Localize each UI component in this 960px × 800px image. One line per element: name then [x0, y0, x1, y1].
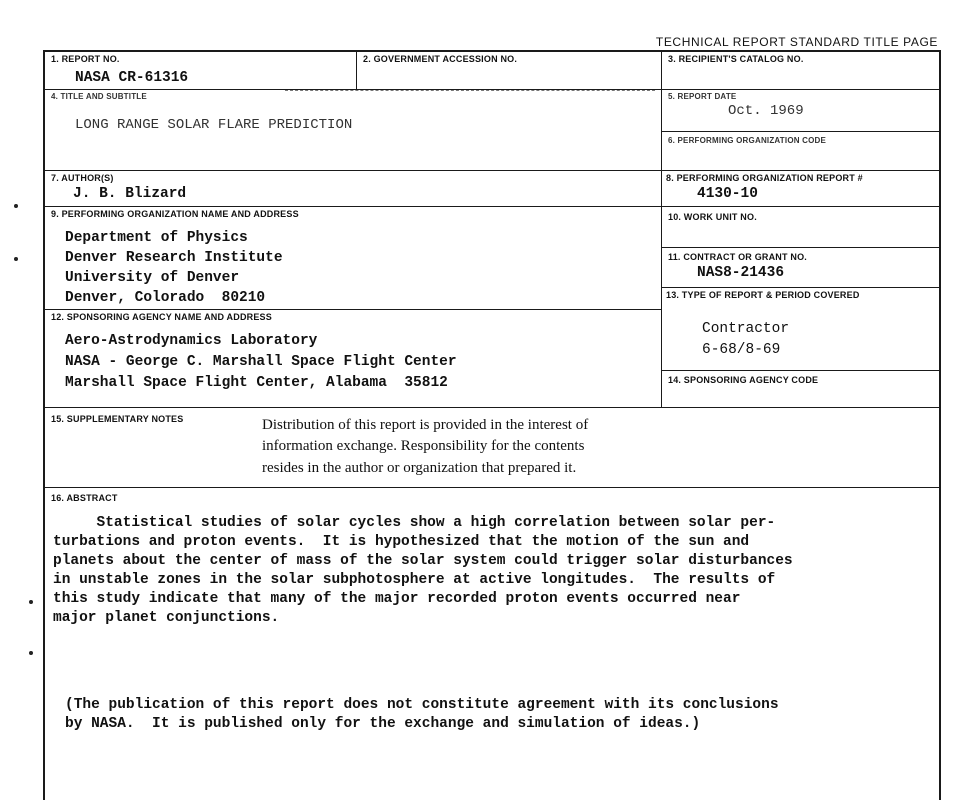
contract-grant-value: NAS8-21436: [697, 265, 785, 281]
field-performing-org-code: [662, 132, 941, 171]
field-authors: [45, 171, 662, 207]
field-report-no: [45, 52, 357, 90]
abstract-line: planets about the center of mass of the solar system could trigger solar disturbances: [53, 553, 793, 569]
sponsoring-agency-line: Aero-Astrodynamics Laboratory: [65, 333, 318, 349]
title-value: LONG RANGE SOLAR FLARE PREDICTION: [75, 117, 353, 133]
government-accession-label: 2. GOVERNMENT ACCESSION NO.: [363, 54, 518, 64]
abstract-label: 16. ABSTRACT: [51, 493, 118, 503]
field-sponsoring-agency-name-address: [45, 310, 662, 408]
type-of-report-line: Contractor: [702, 321, 790, 337]
abstract-line: Statistical studies of solar cycles show a high correlation between solar per-: [53, 515, 776, 531]
disclaimer-line: (The publication of this report does not constitute agreement with its conclusions: [65, 697, 779, 713]
report-date-label: 5. REPORT DATE: [668, 92, 737, 101]
sponsoring-agency-label: 12. SPONSORING AGENCY NAME AND ADDRESS: [51, 312, 272, 322]
sponsoring-agency-code-label: 14. SPONSORING AGENCY CODE: [668, 375, 819, 385]
scan-speck: [29, 651, 33, 655]
field-work-unit-no: [662, 207, 941, 248]
field-report-date: [662, 90, 941, 132]
abstract-line: in unstable zones in the solar subphotosphere at active longitudes. The results of: [53, 572, 776, 588]
supplementary-notes-label: 15. SUPPLEMENTARY NOTES: [51, 414, 184, 424]
sponsoring-agency-line: NASA - George C. Marshall Space Flight Center: [65, 354, 457, 370]
field-sponsoring-agency-code: [662, 371, 941, 408]
performing-org-name-label: 9. PERFORMING ORGANIZATION NAME AND ADDRESS: [51, 209, 299, 219]
type-of-report-line: 6-68/8-69: [702, 342, 781, 358]
field-performing-org-report: [662, 171, 941, 207]
abstract-body: [53, 515, 793, 629]
performing-org-line: Denver Research Institute: [65, 250, 283, 266]
performing-org-line: Department of Physics: [65, 230, 248, 246]
title-page-form: [43, 50, 941, 800]
report-no-label: 1. REPORT NO.: [51, 54, 120, 64]
title-label: 4. TITLE AND SUBTITLE: [51, 92, 147, 101]
dashed-divider: [285, 90, 655, 91]
authors-value: J. B. Blizard: [73, 186, 187, 202]
disclaimer-line: by NASA. It is published only for the exchange and simulation of ideas.): [65, 716, 701, 732]
abstract-line: turbations and proton events. It is hypothesized that the motion of the sun and: [53, 534, 750, 550]
standard-title-page-header: TECHNICAL REPORT STANDARD TITLE PAGE: [655, 35, 938, 49]
recipient-catalog-label: 3. RECIPIENT'S CATALOG NO.: [668, 54, 804, 64]
type-of-report-label: 13. TYPE OF REPORT & PERIOD COVERED: [666, 290, 860, 300]
abstract-line: this study indicate that many of the major recorded proton events occurred near: [53, 591, 741, 607]
field-type-of-report: [662, 288, 941, 371]
performing-org-report-value: 4130-10: [697, 186, 758, 202]
supplementary-note-line: resides in the author or organization that prepared it.: [262, 460, 577, 476]
authors-label: 7. AUTHOR(S): [51, 173, 114, 183]
abstract-line: major planet conjunctions.: [53, 610, 280, 626]
performing-org-code-label: 6. PERFORMING ORGANIZATION CODE: [668, 136, 827, 145]
performing-org-line: Denver, Colorado 80210: [65, 290, 266, 306]
scan-speck: [14, 257, 18, 261]
field-contract-grant-no: [662, 248, 941, 288]
report-no-value: NASA CR-61316: [75, 70, 189, 86]
performing-org-report-label: 8. PERFORMING ORGANIZATION REPORT #: [666, 173, 863, 183]
abstract-disclaimer: [65, 697, 779, 735]
supplementary-note-line: Distribution of this report is provided in the interest of: [262, 417, 589, 433]
sponsoring-agency-line: Marshall Space Flight Center, Alabama 35812: [65, 375, 448, 391]
scan-speck: [29, 600, 33, 604]
report-date-value: Oct. 1969: [728, 103, 804, 119]
performing-org-line: University of Denver: [65, 270, 240, 286]
field-performing-org-name-address: [45, 207, 662, 310]
scan-speck: [14, 204, 18, 208]
supplementary-note-line: information exchange. Responsibility for the contents: [262, 438, 585, 454]
field-abstract: [45, 488, 941, 798]
field-recipient-catalog-no: [662, 52, 941, 90]
field-supplementary-notes: [45, 408, 941, 488]
contract-grant-label: 11. CONTRACT OR GRANT NO.: [668, 252, 808, 262]
work-unit-label: 10. WORK UNIT NO.: [668, 212, 757, 222]
field-government-accession-no: [357, 52, 662, 90]
field-title-and-subtitle: [45, 90, 662, 171]
